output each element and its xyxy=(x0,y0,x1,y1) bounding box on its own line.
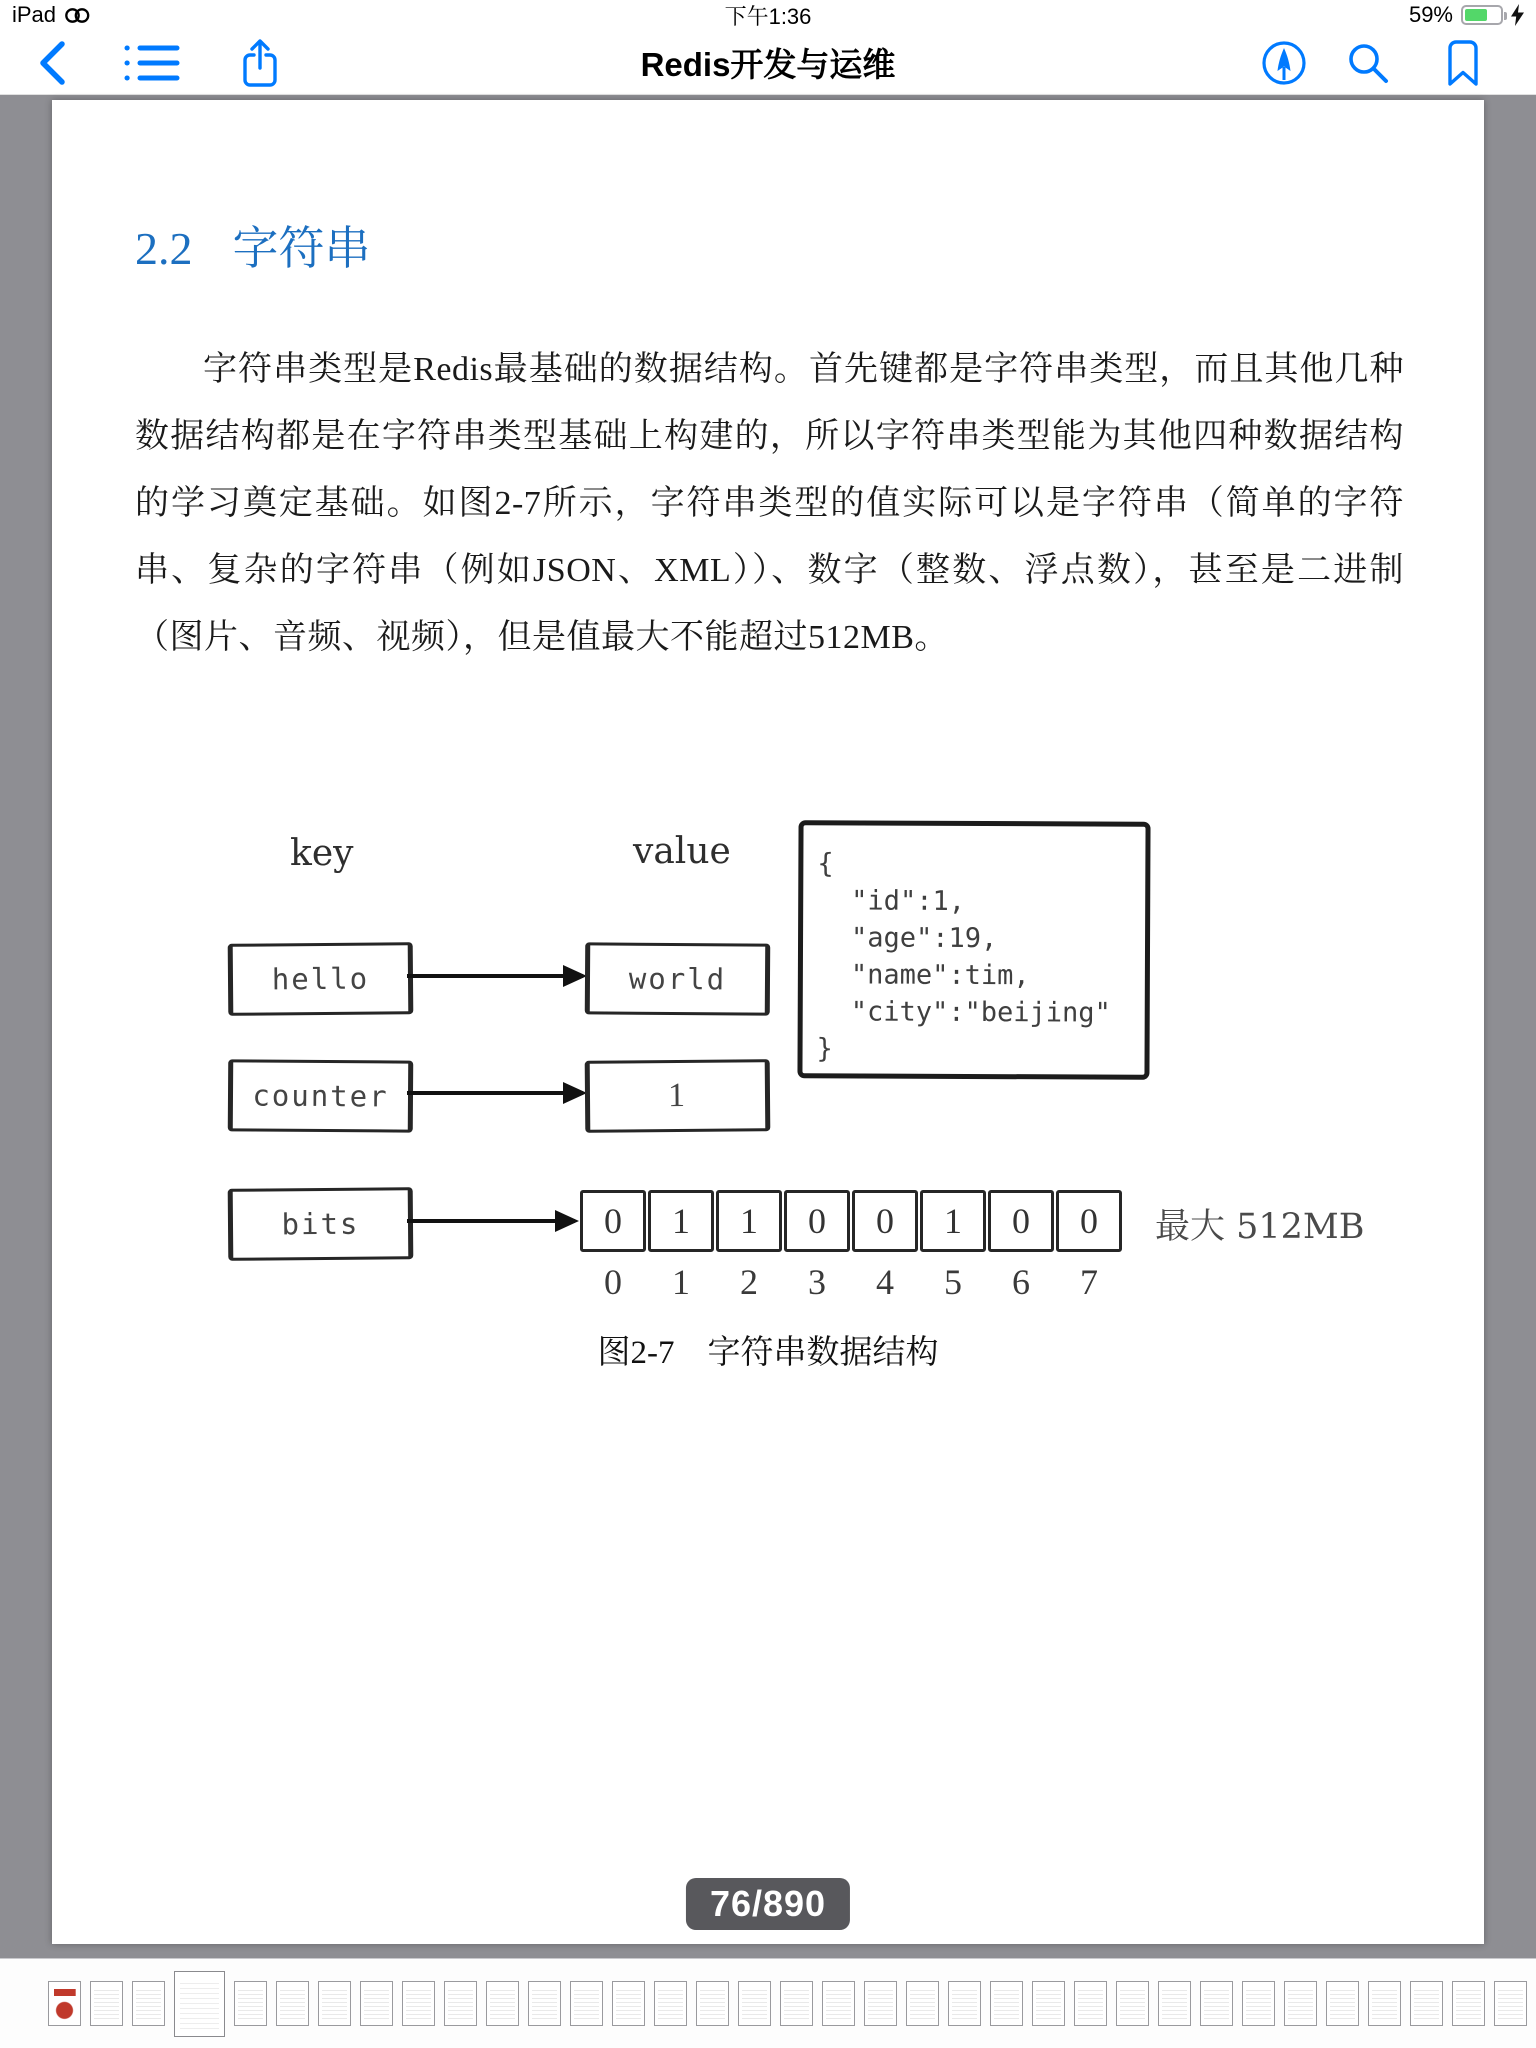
value-box-world: world xyxy=(585,942,770,1015)
current-page-thumbnail[interactable] xyxy=(174,1971,225,2037)
bit-index: 1 xyxy=(672,1262,690,1302)
bit-cell: 0 xyxy=(988,1190,1054,1252)
page-thumbnail[interactable] xyxy=(444,1981,477,2026)
bit-index: 2 xyxy=(740,1262,758,1302)
bit-cell: 1 xyxy=(716,1190,782,1252)
bit-index: 6 xyxy=(1012,1262,1030,1302)
bit-index-row xyxy=(580,1261,1122,1303)
page-thumbnail[interactable] xyxy=(360,1981,393,2026)
page-thumbnail[interactable] xyxy=(1074,1981,1107,2026)
page-thumbnail[interactable] xyxy=(402,1981,435,2026)
page-thumbnail[interactable] xyxy=(1200,1981,1233,2026)
bit-cell: 1 xyxy=(920,1190,986,1252)
page-thumbnail[interactable] xyxy=(822,1981,855,2026)
max-size-note: 最大 512MB xyxy=(1155,1207,1365,1247)
value-column-label: value xyxy=(633,831,731,872)
key-box-bits: bits xyxy=(228,1187,414,1261)
json-line: "id":1, xyxy=(851,885,966,917)
bookmark-icon xyxy=(1445,39,1481,87)
page-thumbnail[interactable] xyxy=(1368,1981,1401,2026)
page-thumbnail[interactable] xyxy=(738,1981,771,2026)
page-thumbnail[interactable] xyxy=(612,1981,645,2026)
json-line: "city":"beijing" xyxy=(850,996,1111,1029)
page-thumbnail[interactable] xyxy=(570,1981,603,2026)
hotspot-rings-icon xyxy=(64,6,91,25)
page-thumbnail[interactable] xyxy=(1158,1981,1191,2026)
bit-index: 5 xyxy=(944,1262,962,1302)
annotate-button[interactable] xyxy=(1259,30,1309,95)
reader-content-area xyxy=(0,95,1536,1958)
figure-2-7 xyxy=(135,811,1402,1316)
bit-cell: 0 xyxy=(784,1190,850,1252)
bit-index: 7 xyxy=(1080,1262,1098,1302)
status-time: 下午1:36 xyxy=(724,3,812,29)
section-heading xyxy=(135,212,371,278)
charging-bolt-icon xyxy=(1511,4,1524,26)
bit-cell: 0 xyxy=(852,1190,918,1252)
arrow-hello-world xyxy=(407,974,583,978)
search-icon xyxy=(1346,41,1390,85)
status-bar xyxy=(0,0,1536,30)
body-paragraph: 字符串类型是Redis最基础的数据结构。首先键都是字符串类型，而且其他几种数据结构都是在字符串类型基础上构建的，所以字符串类型能为其他四种数据结构的学习奠定基础。如图2-7所示，字符串类型的值实际可以是字符串（简单的字符串、复杂的字符串（例如JSON、XML））、数字（整数、浮点数），甚至是二进制（图片、音频、视频），但是值最大不能超过512MB。 xyxy=(135,351,1404,656)
pen-circle-icon xyxy=(1261,40,1307,86)
page-thumbnail[interactable] xyxy=(276,1981,309,2026)
contents-button[interactable] xyxy=(122,30,182,95)
key-box-hello: hello xyxy=(228,942,414,1016)
battery-fill xyxy=(1465,9,1487,21)
chevron-left-icon xyxy=(38,40,66,86)
json-line: "age":19, xyxy=(850,922,998,955)
status-left xyxy=(12,2,91,28)
page-thumbnail[interactable] xyxy=(1410,1981,1443,2026)
page-thumbnail[interactable] xyxy=(990,1981,1023,2026)
figure-caption: 图2-7 字符串数据结构 xyxy=(597,1335,939,1371)
page-indicator-badge: 76/890 xyxy=(686,1878,850,1930)
table-of-contents-icon xyxy=(124,43,180,83)
page-thumbnail[interactable] xyxy=(234,1981,267,2026)
page-thumbnail[interactable] xyxy=(948,1981,981,2026)
key-column-label: key xyxy=(290,833,354,874)
section-title: 字符串 xyxy=(232,223,371,274)
section-number: 2.2 xyxy=(135,223,193,274)
page-thumbnail[interactable] xyxy=(132,1981,165,2026)
arrow-counter-1 xyxy=(407,1091,583,1095)
search-button[interactable] xyxy=(1344,30,1392,95)
bit-index: 4 xyxy=(876,1262,894,1302)
json-line: } xyxy=(816,1033,833,1065)
page-thumbnail[interactable] xyxy=(1494,1981,1527,2026)
page-thumbnail[interactable] xyxy=(486,1981,519,2026)
bit-cell: 0 xyxy=(1056,1190,1122,1252)
key-box-counter: counter xyxy=(228,1059,413,1132)
page-thumbnail[interactable] xyxy=(696,1981,729,2026)
pdf-page[interactable] xyxy=(52,100,1484,1944)
bookmark-button[interactable] xyxy=(1442,30,1484,95)
back-button[interactable] xyxy=(34,30,70,95)
page-thumbnail[interactable] xyxy=(780,1981,813,2026)
share-icon xyxy=(241,38,279,88)
value-box-one: 1 xyxy=(585,1059,771,1133)
thumbnail-strip[interactable] xyxy=(0,1958,1536,2048)
page-thumbnail[interactable] xyxy=(864,1981,897,2026)
battery-percent-label: 59% xyxy=(1408,2,1453,27)
page-thumbnail[interactable] xyxy=(1116,1981,1149,2026)
carrier-label: iPad xyxy=(12,2,57,27)
book-cover-thumbnail[interactable] xyxy=(48,1981,81,2026)
bit-index: 3 xyxy=(808,1262,826,1302)
status-right xyxy=(1409,2,1524,28)
json-line: { xyxy=(817,848,834,880)
battery-icon xyxy=(1461,5,1503,25)
page-thumbnail[interactable] xyxy=(528,1981,561,2026)
nav-bar xyxy=(0,30,1536,95)
page-thumbnail[interactable] xyxy=(654,1981,687,2026)
book-title: Redis开发与运维 xyxy=(640,46,896,83)
bit-cell: 1 xyxy=(648,1190,714,1252)
arrow-bits xyxy=(407,1219,575,1223)
page-thumbnail[interactable] xyxy=(1452,1981,1485,2026)
bit-index: 0 xyxy=(604,1262,622,1302)
page-thumbnail[interactable] xyxy=(1284,1981,1317,2026)
json-value-box xyxy=(797,820,1150,1080)
page-thumbnail[interactable] xyxy=(906,1981,939,2026)
json-line: "name":tim, xyxy=(850,959,1030,992)
bit-cell: 0 xyxy=(580,1190,646,1252)
share-button[interactable] xyxy=(238,30,282,95)
page-thumbnail[interactable] xyxy=(1242,1981,1275,2026)
bit-array xyxy=(580,1190,1122,1252)
page-thumbnail[interactable] xyxy=(318,1981,351,2026)
page-thumbnail[interactable] xyxy=(1326,1981,1359,2026)
page-thumbnail[interactable] xyxy=(1032,1981,1065,2026)
page-thumbnail[interactable] xyxy=(90,1981,123,2026)
